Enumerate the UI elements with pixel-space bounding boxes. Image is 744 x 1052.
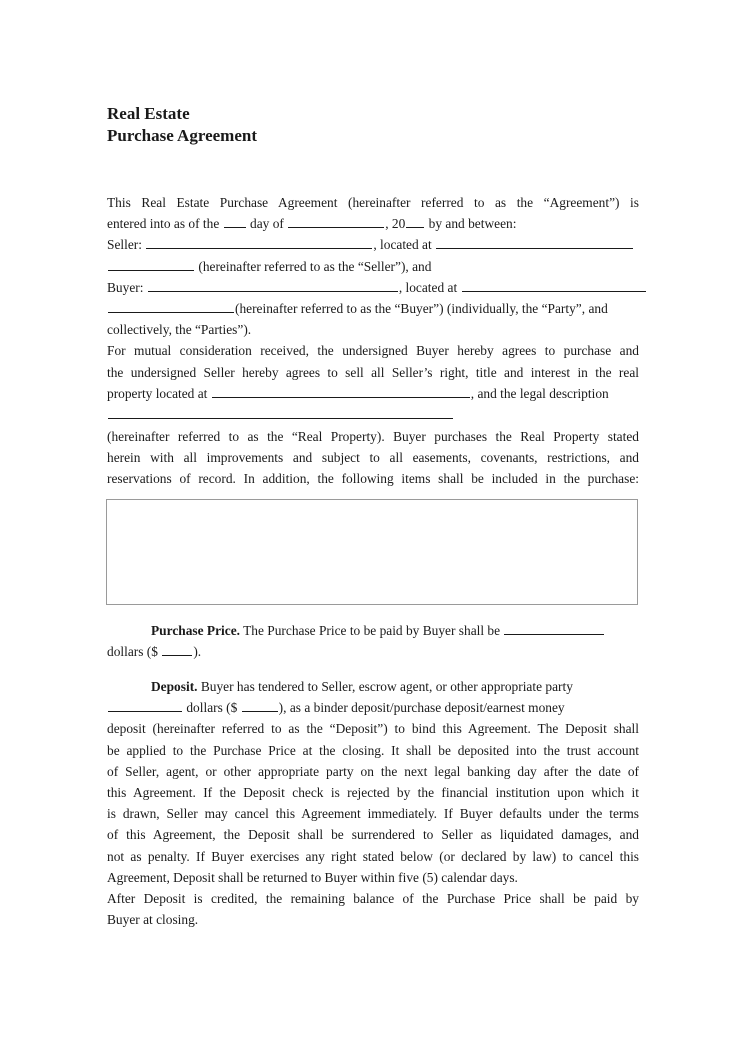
title-line-1: Real Estate	[107, 104, 190, 123]
property-address-blank[interactable]	[212, 396, 470, 398]
by-and-between-text: by and between:	[428, 216, 517, 232]
consideration-line-3	[107, 383, 639, 404]
deposit-line-9: not as penalty. If Buyer exercises any right stated below (or declared by law) to cancel this	[107, 848, 639, 864]
month-blank[interactable]	[288, 226, 384, 228]
document-title	[107, 103, 257, 147]
year-prefix-text: , 20	[385, 216, 406, 232]
deposit-heading: Deposit.	[151, 679, 198, 694]
real-property-line-3: reservations of record. In addition, the following items shall be included in the purchase:	[107, 471, 639, 487]
included-items-box[interactable]	[106, 499, 638, 605]
purchase-price-heading: Purchase Price.	[151, 623, 240, 638]
seller-label: Seller:	[107, 237, 142, 253]
buyer-address-blank[interactable]	[462, 290, 646, 292]
purchase-price-line-1	[107, 620, 639, 641]
buyer-ref-text: (hereinafter referred to as the “Buyer”) (individually, the “Party”, and	[235, 301, 608, 317]
year-blank[interactable]	[406, 226, 424, 228]
buyer-ref-line	[107, 298, 639, 319]
seller-address-cont-blank[interactable]	[108, 269, 194, 271]
deposit-line-7: is drawn, Seller may cancel this Agreement immediately. If Buyer defaults under the terms	[107, 806, 639, 822]
deposit-line-2	[107, 697, 639, 718]
purchase-price-amount-blank[interactable]	[162, 654, 192, 656]
deposit-line-12: Buyer at closing.	[107, 912, 199, 928]
real-property-section	[107, 426, 639, 490]
legal-description-blank[interactable]	[108, 417, 453, 419]
legal-description-line	[107, 404, 639, 425]
deposit-line-8: of this Agreement, the Deposit shall be surrendered to Seller as liquidated damages, and	[107, 827, 639, 843]
purchase-price-words-blank[interactable]	[504, 633, 604, 635]
buyer-label: Buyer:	[107, 279, 144, 295]
real-property-line-2: herein with all improvements and subject to all easements, covenants, restrictions, and	[107, 450, 639, 466]
deposit-text-1: Buyer has tendered to Seller, escrow agent, or other appropriate party	[200, 679, 573, 694]
consideration-line-2: the undersigned Seller hereby agrees to sell all Seller’s right, title and interest in the real	[107, 364, 639, 380]
deposit-words-blank[interactable]	[108, 710, 182, 712]
deposit-line-11: After Deposit is credited, the remaining balance of the Purchase Price shall be paid by	[107, 891, 639, 907]
deposit-binder-text: ), as a binder deposit/purchase deposit/earnest money	[278, 700, 565, 716]
intro-line-2	[107, 213, 639, 234]
seller-line	[107, 234, 639, 255]
purchase-price-line-2	[107, 641, 639, 662]
title-line-2: Purchase Agreement	[107, 126, 257, 145]
seller-name-blank[interactable]	[146, 247, 372, 249]
purchase-price-text: The Purchase Price to be paid by Buyer shall be	[243, 623, 501, 638]
intro-date-text: entered into as of the	[107, 216, 220, 232]
seller-ref-line	[107, 256, 639, 277]
buyer-name-blank[interactable]	[148, 290, 398, 292]
legal-description-text: , and the legal description	[470, 385, 609, 401]
deposit-section	[107, 676, 639, 930]
day-blank[interactable]	[224, 226, 246, 228]
parties-line: collectively, the “Parties”).	[107, 322, 252, 338]
intro-line-1: This Real Estate Purchase Agreement (hereinafter referred to as the “Agreement”) is	[107, 195, 639, 210]
day-of-text: day of	[250, 216, 284, 232]
deposit-line-1	[107, 676, 639, 697]
deposit-line-6: this Agreement. If the Deposit check is rejected by the financial institution upon which it	[107, 785, 639, 801]
intro-section	[107, 192, 639, 425]
buyer-address-cont-blank[interactable]	[108, 311, 234, 313]
property-located-text: property located at	[107, 385, 208, 401]
seller-address-blank[interactable]	[436, 247, 633, 249]
deposit-line-5: of Seller, agent, or other appropriate party on the next legal banking day after the date of	[107, 763, 639, 779]
purchase-price-dollars-text: dollars ($	[107, 644, 158, 660]
buyer-located-text: , located at	[398, 279, 458, 295]
deposit-line-4: be applied to the Purchase Price at the closing. It shall be deposited into the trust account	[107, 742, 639, 758]
purchase-price-section	[107, 620, 639, 662]
consideration-line-1: For mutual consideration received, the undersigned Buyer hereby agrees to purchase and	[107, 343, 639, 359]
deposit-amount-blank[interactable]	[242, 710, 278, 712]
seller-ref-text: (hereinafter referred to as the “Seller”), and	[198, 258, 432, 274]
deposit-line-10: Agreement, Deposit shall be returned to Buyer within five (5) calendar days.	[107, 869, 518, 885]
seller-located-text: , located at	[373, 237, 432, 253]
real-property-line-1: (hereinafter referred to as the “Real Property). Buyer purchases the Real Property stated	[107, 429, 639, 444]
deposit-line-3: deposit (hereinafter referred to as the “Deposit”) to bind this Agreement. The Deposit shall	[107, 721, 639, 737]
buyer-line	[107, 277, 639, 298]
purchase-price-close-text: ).	[193, 644, 202, 660]
deposit-dollars-text: dollars ($	[186, 700, 238, 716]
